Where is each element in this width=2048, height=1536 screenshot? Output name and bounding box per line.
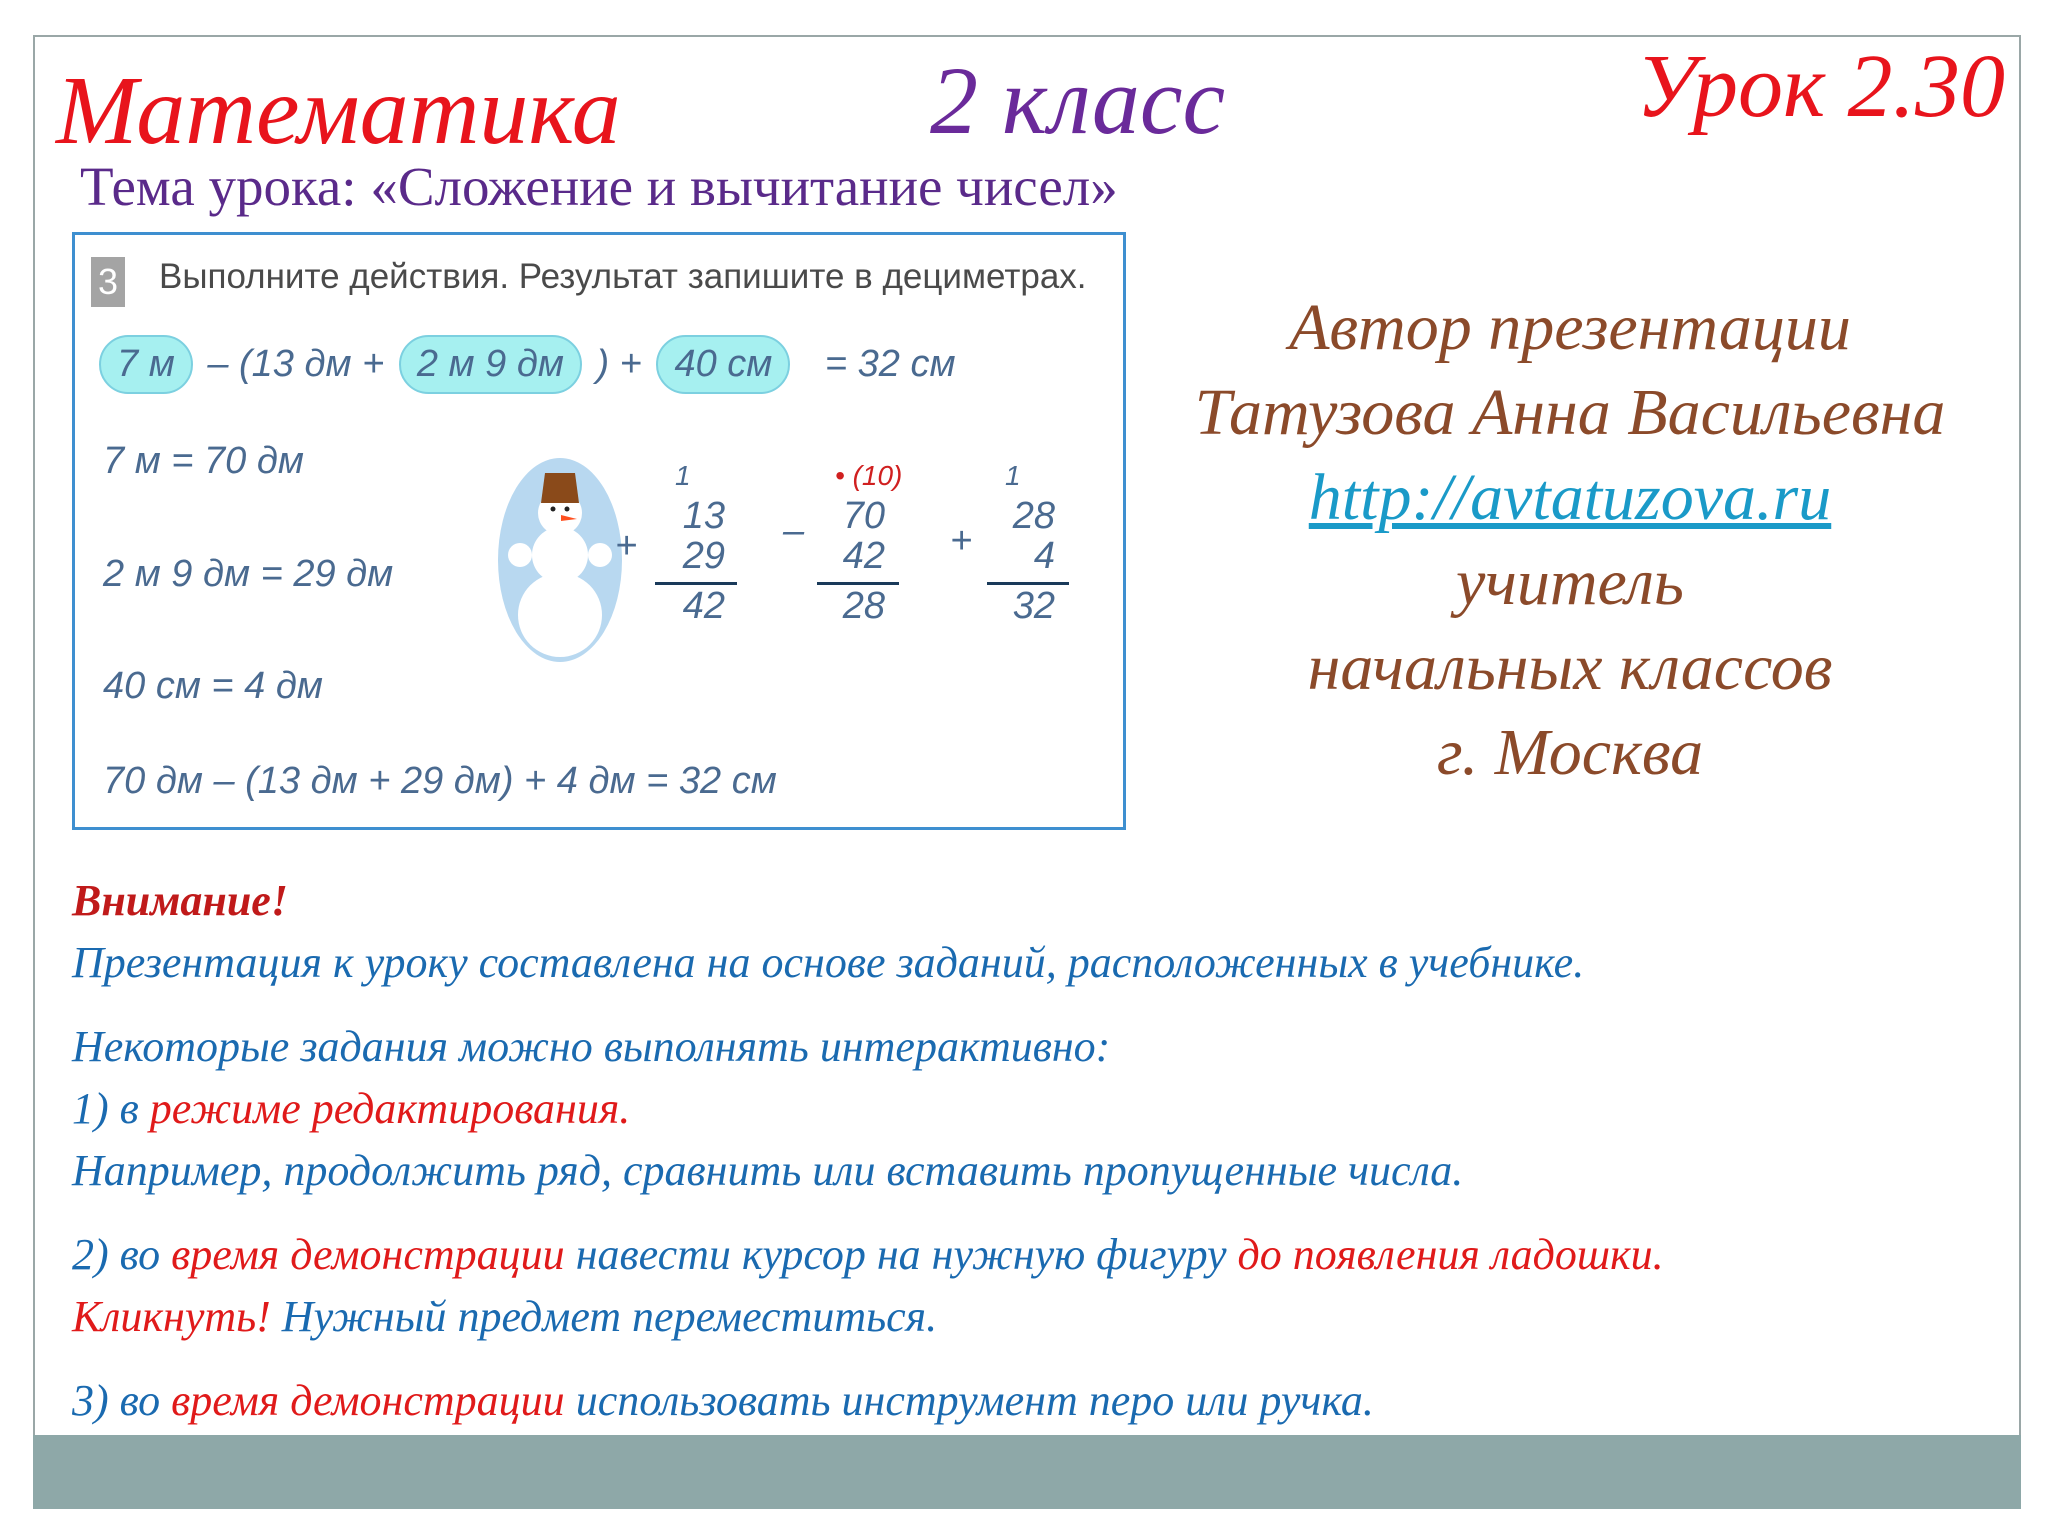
- text-span: 2) во: [72, 1230, 172, 1279]
- author-block: [1120, 285, 2020, 795]
- expr-op1: – (13 дм +: [207, 343, 385, 385]
- lesson-topic: Тема урока: «Сложение и вычитание чисел»: [80, 156, 1118, 217]
- footer-bar: [33, 1435, 2021, 1509]
- notes-item-2: [72, 1224, 2002, 1286]
- carry-digit: 1: [675, 460, 691, 491]
- expr-op2: ) +: [596, 343, 642, 385]
- pill-7m[interactable]: 7 м: [99, 335, 193, 394]
- expr-result: = 32 см: [824, 343, 956, 385]
- conversion-row: 7 м = 70 дм: [103, 440, 304, 482]
- notes-item-2-desc: [72, 1286, 2002, 1348]
- author-role: учитель: [1456, 546, 1684, 619]
- highlight-span: время демонстрации: [171, 1230, 565, 1279]
- notes-intro: Презентация к уроку составлена на основе заданий, расположенных в учебнике.: [72, 938, 1585, 987]
- highlight-span: время демонстрации: [171, 1376, 565, 1425]
- author-label: Автор презентации: [1289, 291, 1851, 364]
- notes-item-3: [72, 1370, 2002, 1432]
- notes-interactive: Некоторые задания можно выполнять интерактивно:: [72, 1022, 1111, 1071]
- calc-bottom: 42: [842, 535, 885, 577]
- subject-title: Математика: [56, 57, 621, 165]
- text-span: Нужный предмет переместиться.: [270, 1292, 938, 1341]
- lesson-number: Урок 2.30: [1636, 37, 2006, 136]
- highlight-span: до появления ладошки.: [1237, 1230, 1664, 1279]
- text-span: навести курсор на нужную фигуру: [564, 1230, 1238, 1279]
- calc-result: 42: [682, 585, 725, 627]
- grade-title: 2 класс: [930, 47, 1226, 154]
- operator: +: [950, 520, 973, 562]
- calc-bottom: 4: [1033, 535, 1055, 577]
- exercise-panel: [72, 232, 1126, 830]
- author-role-2: начальных классов: [1307, 631, 1833, 704]
- snowman-icon[interactable]: [495, 455, 625, 665]
- pill-40cm[interactable]: 40 см: [656, 335, 790, 394]
- conversion-row: 2 м 9 дм = 29 дм: [103, 553, 394, 595]
- notes-item-1-desc: Например, продолжить ряд, сравнить или вставить пропущенные числа.: [72, 1146, 1464, 1195]
- author-city: г. Москва: [1436, 716, 1704, 789]
- calc-bottom: 29: [682, 535, 725, 577]
- calc-top: 28: [1012, 495, 1055, 537]
- operator: –: [783, 510, 805, 552]
- carry-digit: • (10): [835, 460, 903, 491]
- operator: +: [615, 525, 638, 567]
- calc-result: 28: [842, 585, 885, 627]
- attention-heading: Внимание!: [72, 876, 288, 925]
- text-span: 3) во: [72, 1376, 172, 1425]
- notes-section: [72, 870, 2002, 1432]
- calc-result: 32: [1012, 585, 1055, 627]
- exercise-instruction: Выполните действия. Результат запишите в дециметрах.: [159, 257, 1087, 296]
- exercise-number: 3: [91, 257, 125, 307]
- author-name: Татузова Анна Васильевна: [1194, 376, 1946, 449]
- author-url-link[interactable]: http://avtatuzova.ru: [1308, 461, 1832, 534]
- highlight-span: Кликнуть!: [72, 1292, 271, 1341]
- text-span: использовать инструмент перо или ручка.: [564, 1376, 1374, 1425]
- highlight-span: режиме редактирования.: [149, 1084, 631, 1133]
- calc-top: 13: [682, 495, 725, 537]
- conversion-row: 40 см = 4 дм: [103, 665, 323, 707]
- final-expression: 70 дм – (13 дм + 29 дм) + 4 дм = 32 см: [103, 760, 777, 802]
- expression-row: [95, 335, 956, 394]
- text-span: 1) в: [72, 1084, 150, 1133]
- calc-top: 70: [842, 495, 885, 537]
- carry-digit: 1: [1005, 460, 1021, 491]
- notes-item-1: [72, 1078, 2002, 1140]
- pill-2m9dm[interactable]: 2 м 9 дм: [399, 335, 582, 394]
